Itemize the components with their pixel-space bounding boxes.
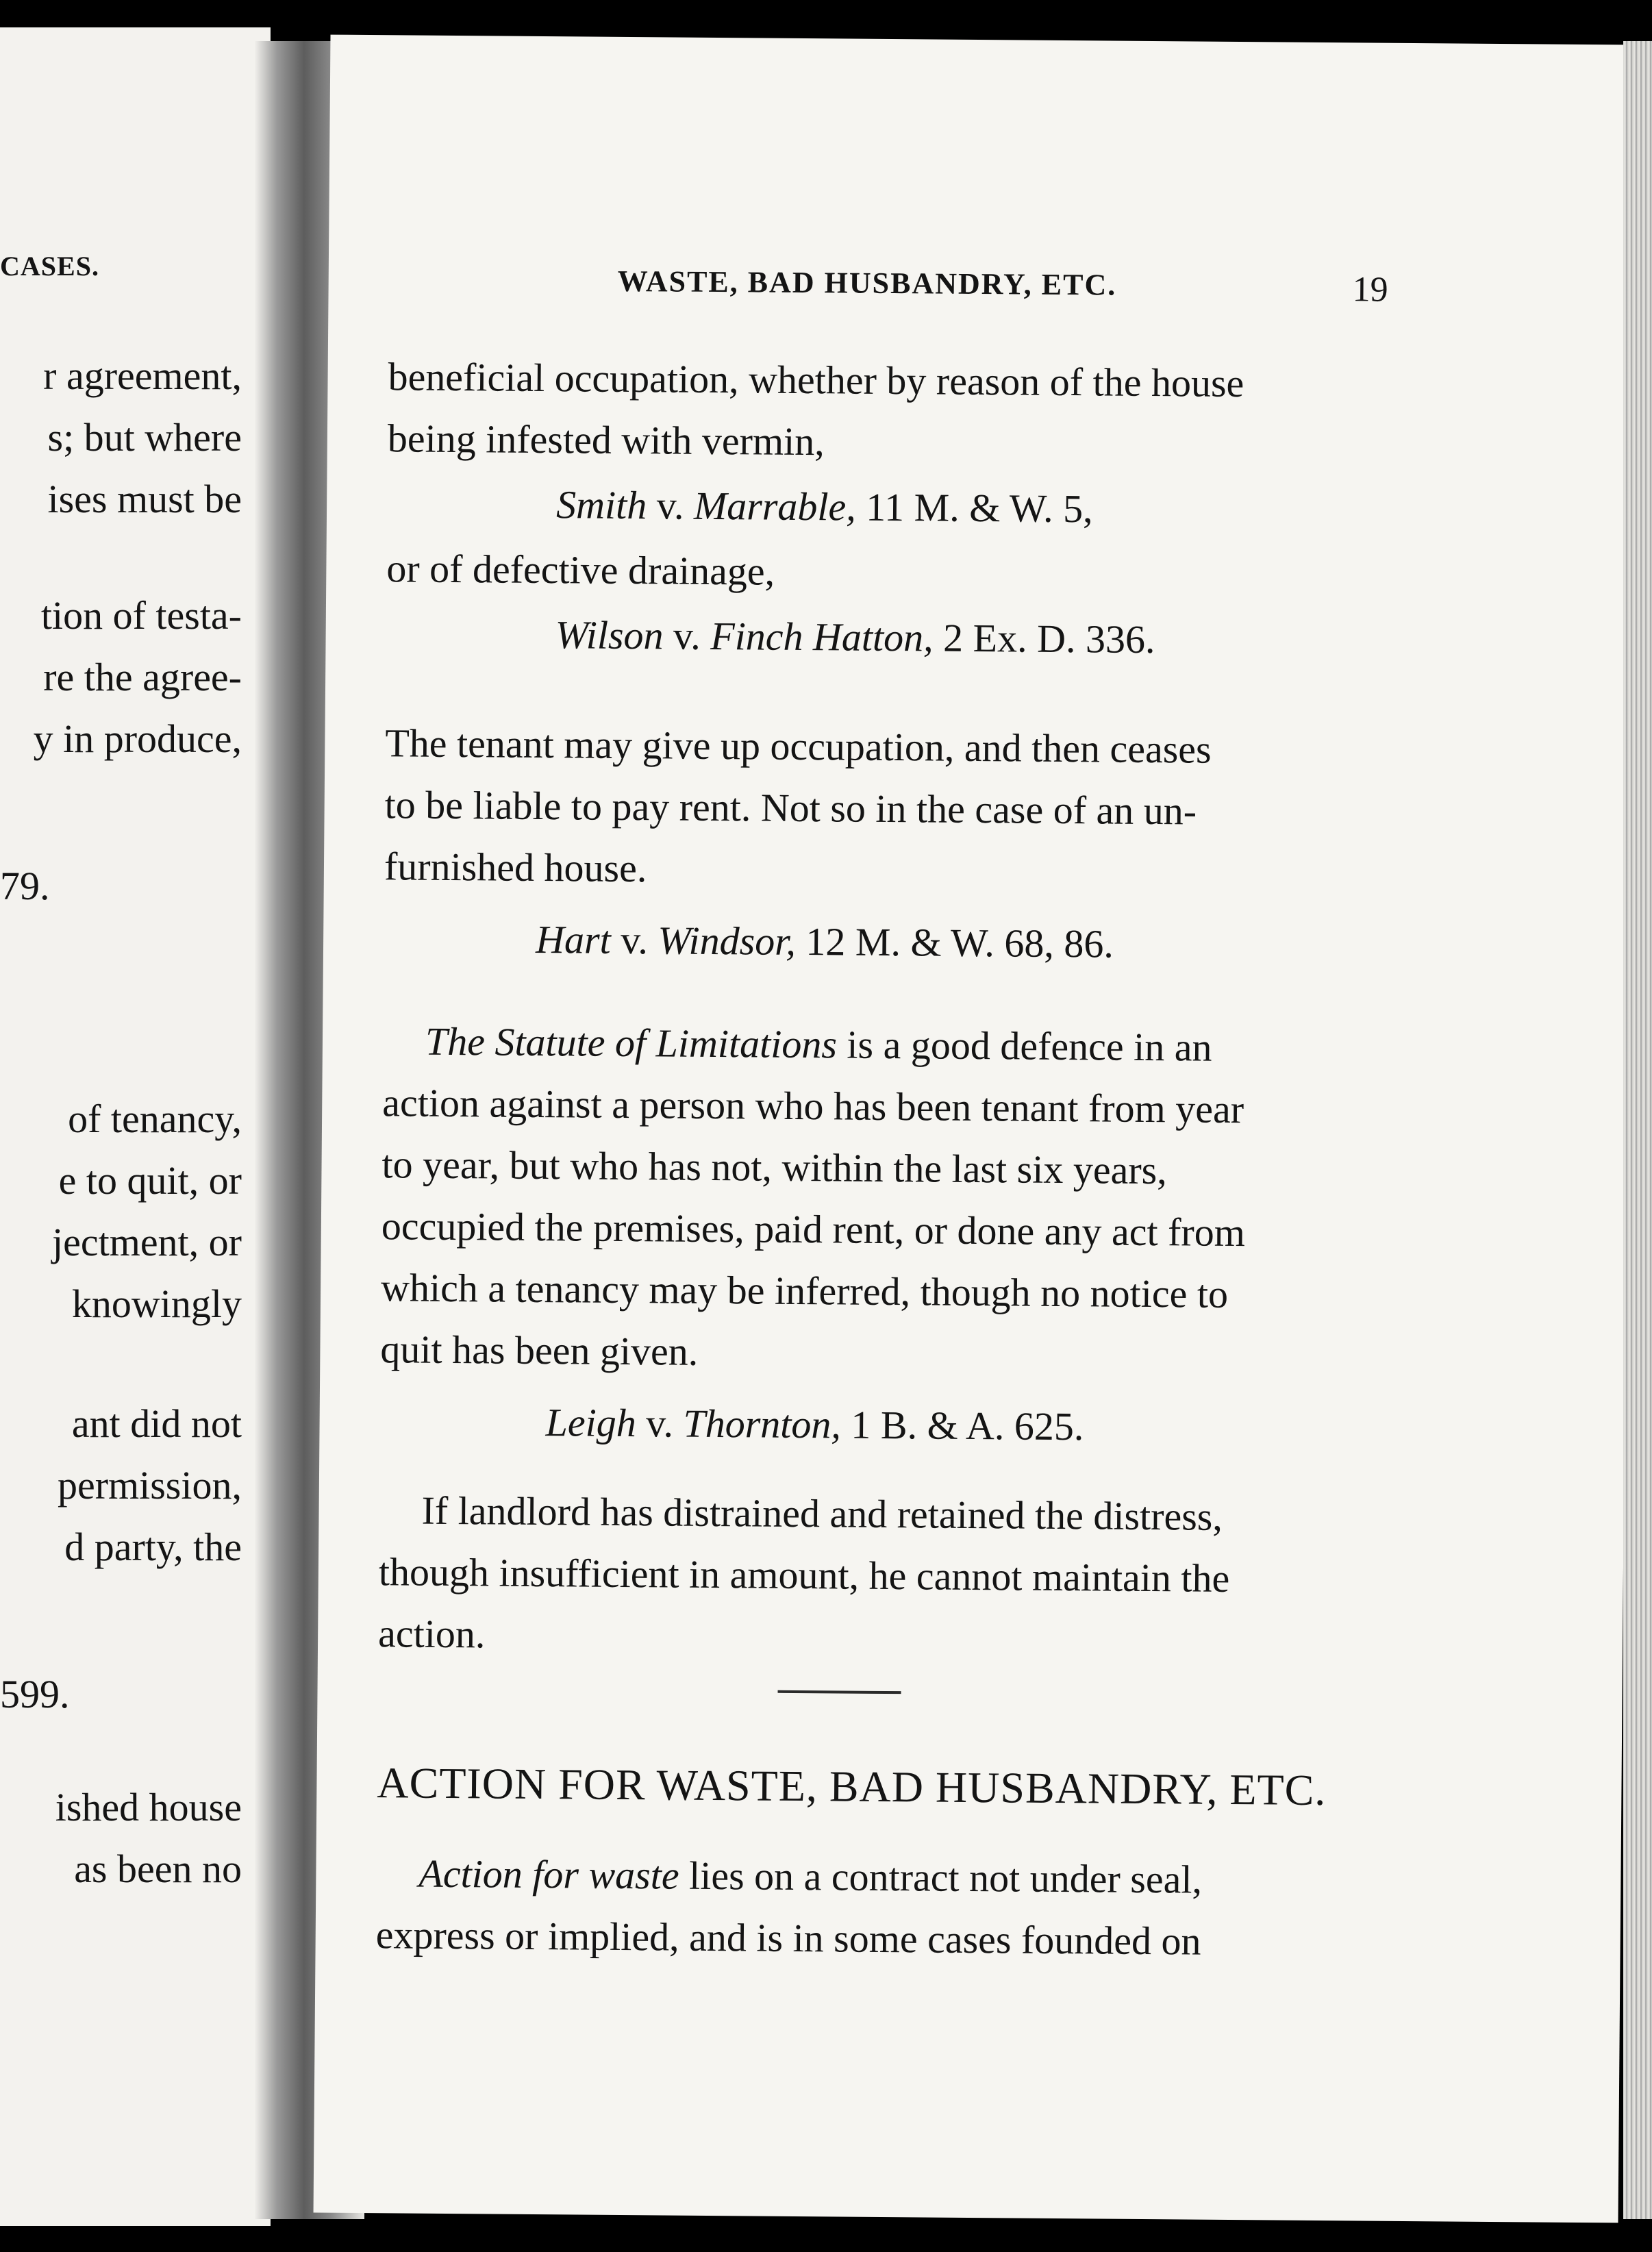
left-page-line: permission,	[57, 1463, 242, 1507]
page-number: 19	[1352, 270, 1388, 310]
text-line	[425, 1018, 1212, 1070]
text-run: is a good defence in an	[847, 1022, 1212, 1070]
left-page-line: tion of testa-	[40, 593, 242, 638]
left-page-line: re the agree-	[43, 655, 242, 699]
text-line: The tenant may give up occupation, and then ceases	[385, 721, 1212, 772]
citation-versus: v.	[645, 1401, 674, 1446]
citation-wilson-finch-hatton	[555, 612, 1155, 662]
text-line: though insufficient in amount, he cannot maintain the	[378, 1549, 1230, 1601]
action-for-waste-phrase: Action for waste	[418, 1851, 679, 1898]
left-page-line: r agreement,	[43, 353, 242, 398]
text-line: or of defective drainage,	[386, 546, 775, 594]
left-page	[0, 27, 271, 2226]
left-page-line: ises must be	[47, 477, 242, 521]
text-line: to year, but who has not, within the last six years,	[381, 1142, 1168, 1193]
text-line: action against a person who has been tenant from year	[382, 1080, 1244, 1132]
left-page-line: as been no	[74, 1847, 242, 1891]
text-line: being infested with vermin,	[387, 416, 825, 464]
citation-reference: 1 B. & A. 625.	[851, 1402, 1084, 1449]
section-divider-rule	[778, 1690, 901, 1694]
running-head: WASTE, BAD HUSBANDRY, ETC.	[617, 264, 1117, 302]
citation-reference: 11 M. & W. 5,	[866, 484, 1093, 531]
citation-party: Finch Hatton,	[710, 613, 934, 660]
left-page-line: ished house	[55, 1785, 242, 1829]
citation-case-name: Hart	[535, 916, 611, 962]
text-line: action.	[377, 1611, 486, 1657]
left-page-line: knowingly	[71, 1281, 242, 1326]
citation-hart-windsor	[535, 916, 1114, 966]
text-line: If landlord has distrained and retained the distress,	[421, 1488, 1223, 1539]
citation-versus: v.	[673, 613, 701, 658]
left-page-line: of tenancy,	[68, 1097, 242, 1141]
citation-smith-marrable	[555, 482, 1093, 531]
left-page-line: s; but where	[47, 415, 242, 460]
citation-party: Marrable,	[693, 483, 857, 529]
left-page-line: jectment, or	[51, 1220, 242, 1264]
left-page-line: 599.	[0, 1672, 70, 1716]
text-line: quit has been given.	[380, 1327, 699, 1374]
text-line: which a tenancy may be inferred, though no notice to	[380, 1265, 1229, 1316]
left-page-line: 79.	[0, 864, 50, 908]
text-line: express or implied, and is in some cases founded on	[375, 1912, 1201, 1964]
text-line: furnished house.	[384, 844, 647, 891]
citation-case-name: Smith	[555, 482, 647, 528]
page-edges	[1623, 41, 1652, 2219]
citation-versus: v.	[620, 917, 649, 963]
citation-reference: 2 Ex. D. 336.	[942, 615, 1155, 662]
citation-leigh-thornton	[545, 1400, 1084, 1449]
text-line: beneficial occupation, whether by reason of the house	[388, 354, 1244, 406]
citation-party: Thornton,	[683, 1401, 842, 1447]
citation-case-name: Leigh	[545, 1400, 636, 1446]
left-page-line: d party, the	[64, 1525, 242, 1569]
left-page-line: y in produce,	[33, 716, 242, 761]
citation-case-name: Wilson	[555, 612, 664, 658]
statute-of-limitations-phrase: The Statute of Limitations	[425, 1018, 838, 1067]
left-page-line: e to quit, or	[58, 1158, 242, 1203]
text-line	[418, 1851, 1203, 1902]
right-page	[314, 35, 1636, 2223]
citation-reference: 12 M. & W. 68, 86.	[805, 919, 1114, 966]
section-heading: ACTION FOR WASTE, BAD HUSBANDRY, ETC.	[377, 1758, 1327, 1815]
left-page-line: ant did not	[71, 1401, 242, 1446]
text-run: lies on a contract not under seal,	[688, 1853, 1203, 1902]
text-line: to be liable to pay rent. Not so in the case of an un-	[384, 782, 1197, 834]
text-line: occupied the premises, paid rent, or done any act from	[381, 1203, 1246, 1255]
citation-versus: v.	[656, 483, 684, 528]
citation-party: Windsor,	[658, 918, 797, 964]
left-page-header: CASES.	[0, 251, 99, 282]
